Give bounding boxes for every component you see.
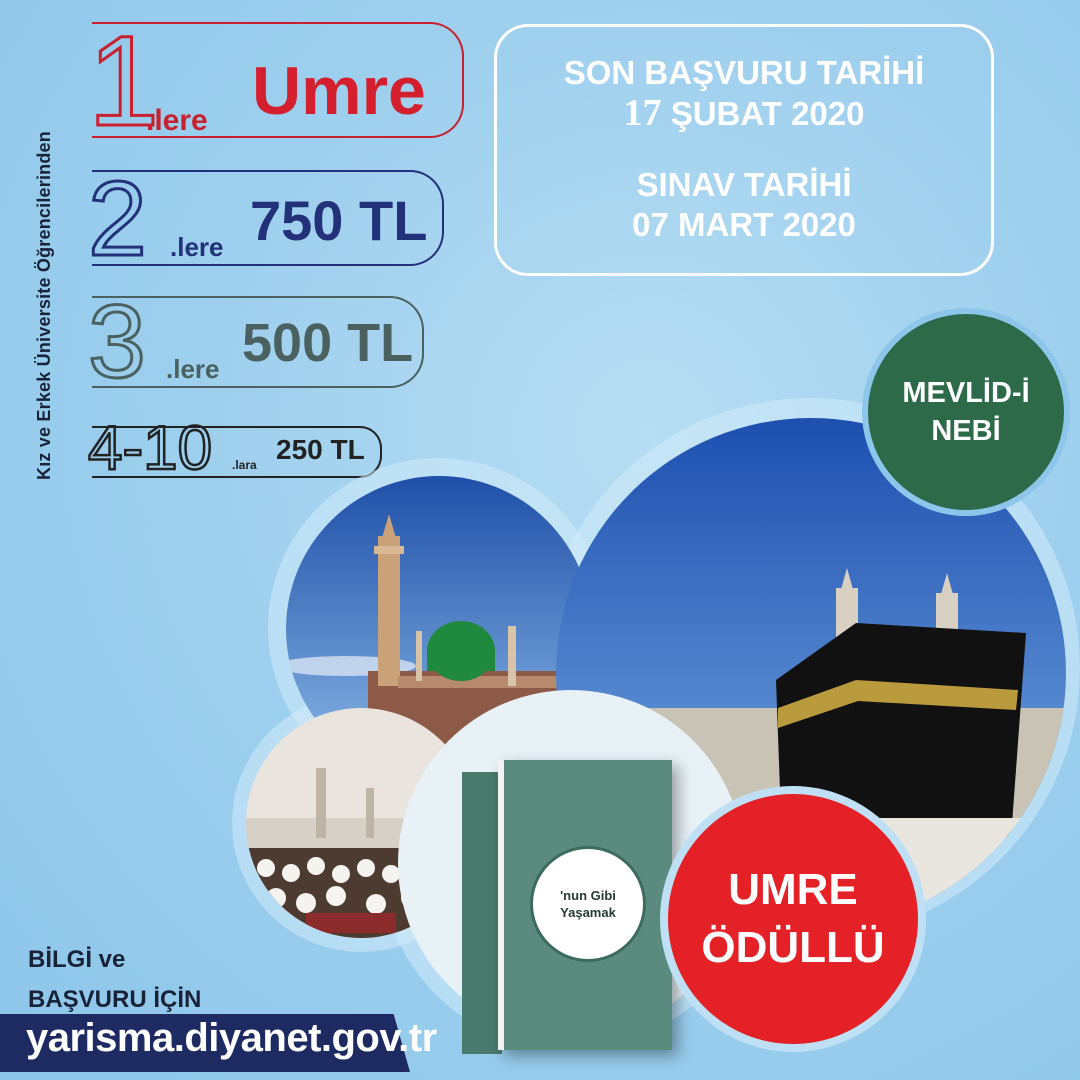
exam-label: SINAV TARİHİ: [636, 166, 852, 203]
prize-1-amount: Umre: [252, 53, 426, 129]
info-caption: [28, 940, 201, 1020]
deadline-date: [497, 93, 991, 133]
book-title-label: [530, 846, 646, 962]
website-link[interactable]: yarisma.diyanet.gov.tr: [26, 1016, 437, 1060]
exam-date: 07 MART 2020: [632, 206, 856, 243]
umre-badge-line2: ÖDÜLLÜ: [701, 923, 885, 972]
mevlid-badge: [862, 308, 1070, 516]
info-line2: BAŞVURU İÇİN: [28, 986, 202, 1013]
mevlid-line1: MEVLİD-İ: [902, 377, 1030, 409]
book-title-line1: 'nun Gibi: [560, 888, 616, 903]
prize-2-suffix: .lere: [170, 232, 224, 262]
prize-3-amount: 500 TL: [242, 313, 414, 373]
prize-4-10-rank: 4-10: [88, 414, 213, 483]
umre-award-badge: [660, 786, 926, 1052]
book-title-line2: Yaşamak: [560, 905, 616, 920]
deadline-day: 17: [623, 92, 662, 134]
prize-1-rank: 1: [88, 10, 160, 153]
info-line1: BİLGİ ve: [28, 946, 126, 973]
side-caption-text: Kız ve Erkek Üniversite Öğrencilerinden: [34, 131, 54, 480]
umre-badge-line1: UMRE: [728, 865, 858, 914]
deadline-month-year: ŞUBAT 2020: [670, 95, 865, 132]
deadline-label: SON BAŞVURU TARİHİ: [563, 54, 925, 91]
dates-box: [494, 24, 994, 276]
mevlid-line2: NEBİ: [931, 415, 1001, 447]
prize-2-amount: 750 TL: [250, 189, 428, 252]
prize-3-rank: 3: [88, 284, 146, 400]
prize-4-10-suffix: .lara: [232, 458, 257, 472]
book-spine: [462, 772, 502, 1054]
prize-2-rank: 2: [88, 160, 147, 278]
prize-4-10-amount: 250 TL: [276, 434, 365, 465]
prize-3-suffix: .lere: [166, 354, 220, 384]
prize-1-suffix: .lere: [146, 104, 208, 137]
